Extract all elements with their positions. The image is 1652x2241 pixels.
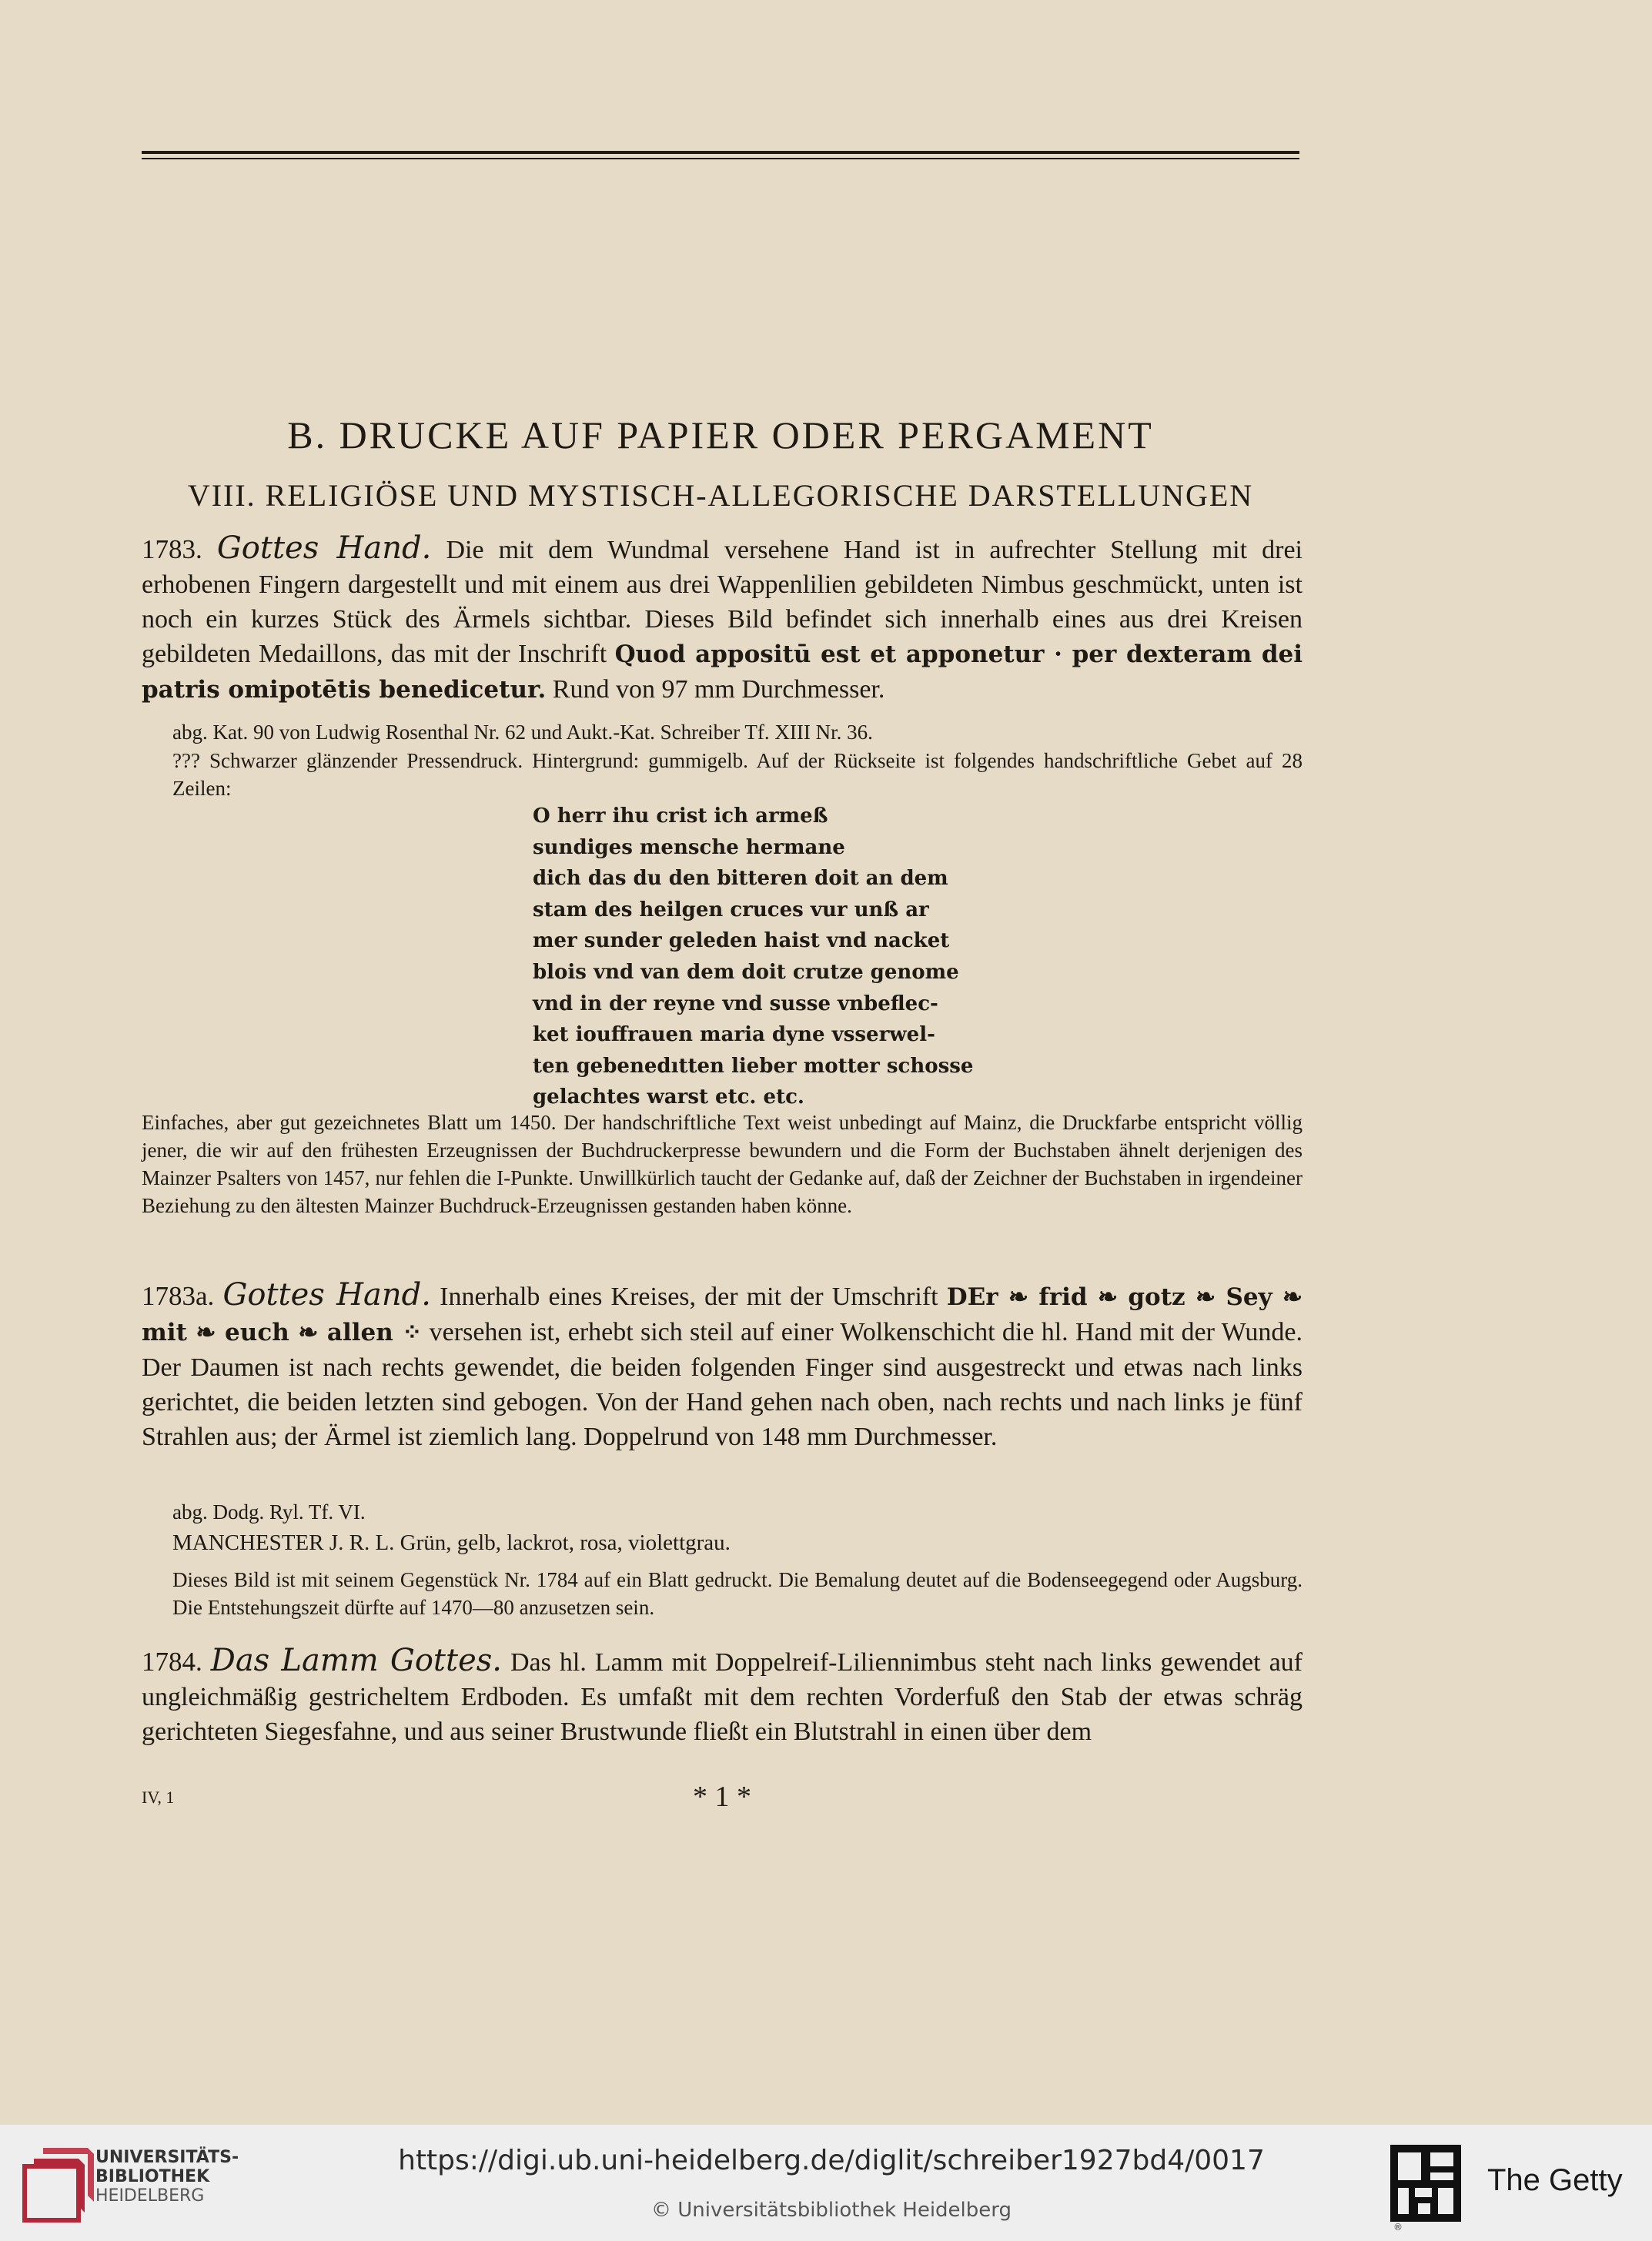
prayer-line: gelachtes warst etc. etc. <box>533 1085 804 1109</box>
entry-1783a <box>142 1278 1303 1454</box>
entry-note: Dieses Bild ist mit seinem Gegenstück Nr. 1784 auf ein Blatt gedruckt. Die Bemalung deutet auf die Bodenseegegend oder Augsburg. Die Entstehungszeit dürfte auf 1470—80 anzusetzen sein. <box>172 1568 1303 1619</box>
section-heading: B. DRUCKE AUF PAPIER ODER PERGAMENT <box>287 413 1154 457</box>
location-name: MANCHESTER <box>172 1530 324 1555</box>
entry-text: Die mit dem Wundmal versehene Hand ist in aufrechter Stellung mit drei erhobenen Fingern dargestellt und mit einem aus drei Wappenlilien gebildeten Nimbus geschmückt, unten ist noch ein kurzes Stück des Ärmels sichtbar. Dieses Bild befindet sich innerhalb eines aus drei Kreisen gebildeten Medaillons, das mit der Inschrift <box>142 536 1303 668</box>
registered-mark: ® <box>1393 2222 1403 2233</box>
permalink-url[interactable]: https://digi.ub.uni-heidelberg.de/diglit/schreiber1927bd4/0017 <box>398 2145 1265 2176</box>
entry-text-end: Rund von 97 mm Durchmesser. <box>546 675 885 704</box>
top-rule-thick <box>142 151 1299 154</box>
entry-location <box>142 1529 1303 1557</box>
entry-text: Innerhalb eines Kreises, der mit der Umschrift <box>431 1283 947 1311</box>
prayer-line: mer sunder geleden haist vnd nacket <box>533 929 950 953</box>
entry-1783 <box>142 531 1303 707</box>
entry-text-end: versehen ist, erhebt sich steil auf einer Wolkenschicht die hl. Hand mit der Wunde. Der Daumen ist nach rechts gewendet, die beiden folgenden Finger sind ausgestreckt und etwas nach links gerichtet, die beiden letzten sind gebogen. Von der Hand gehen nach oben, nach rechts und nach links je fünf Strahlen aus; der Ärmel ist ziemlich lang. Doppelrund von 148 mm Durchmesser. <box>142 1318 1303 1451</box>
prayer-line: ten gebenedıtten lieber motter schosse <box>533 1054 974 1078</box>
entry-reference: abg. Dodg. Ryl. Tf. VI. <box>172 1500 366 1524</box>
library-name-line: HEIDELBERG <box>95 2186 205 2206</box>
entry-number: 1784. <box>142 1647 202 1677</box>
blackletter-inscription: Quod appositū est et apponetur · per dexteram dei patris omipotētis benedicetur. <box>142 641 1303 704</box>
entry-number: 1783. <box>142 534 202 564</box>
entry-text: Das hl. Lamm mit Doppelreif-Liliennimbus steht nach links gewendet auf ungleichmäßig gestricheltem Erdboden. Es umfaßt mit dem rechten Vorderfuß den Stab der etwas schräg gerichteten Siegesfahne, und aus seiner Brustwunde fließt ein Blutstrahl in einen über dem <box>142 1648 1303 1746</box>
library-name-line: UNIVERSITÄTS- <box>95 2148 239 2167</box>
entry-title: Gottes Hand. <box>216 530 432 566</box>
prayer-text <box>533 801 1025 1113</box>
page-number: * 1 * <box>693 1781 751 1813</box>
entry-title: Das Lamm Gottes. <box>210 1643 502 1678</box>
entry-title: Gottes Hand. <box>222 1277 431 1313</box>
blackletter-inscription: DEr ❧ frid ❧ gotz ❧ Sey ❧ mit ❧ euch ❧ allen ⁘ <box>142 1283 1303 1346</box>
prayer-line: sundiges mensche hermane <box>533 835 845 859</box>
prayer-line: dich das du den bitteren doit an dem <box>533 867 948 891</box>
university-library-logo[interactable] <box>18 2143 99 2223</box>
top-rule-thin <box>142 158 1299 159</box>
section-subheading: VIII. RELIGIÖSE UND MYSTISCH-ALLEGORISCHE DARSTELLUNGEN <box>187 478 1254 513</box>
getty-logo-icon[interactable] <box>1390 2145 1461 2222</box>
prayer-line: vnd in der reyne vnd susse vnbeflec- <box>533 992 938 1015</box>
prayer-line: O herr ihu crist ich armeß <box>533 804 828 828</box>
library-name-line: BIBLIOTHEK <box>95 2167 210 2186</box>
entry-commentary: Einfaches, aber gut gezeichnetes Blatt um 1450. Der handschriftliche Text weist unbedingt auf Mainz, die Druckfarbe entspricht völlig jener, die wir auf den frühesten Erzeugnissen der Buchdruckerpresse bewundern und die Form der Buchstaben ähnelt derjenigen des Mainzer Psalters von 1457, nur fehlen die I-Punkte. Unwillkürlich taucht der Gedanke auf, daß der Zeichner der Buchstaben in irgendeiner Beziehung zu den ältesten Mainzer Buchdruck-Erzeugnissen gestanden haben könne. <box>142 1111 1303 1217</box>
university-library-name <box>95 2148 239 2206</box>
location-detail: J. R. L. Grün, gelb, lackrot, rosa, violettgrau. <box>323 1530 731 1555</box>
prayer-line: stam des heilgen cruces vur unß ar <box>533 898 929 921</box>
partner-name[interactable]: The Getty <box>1487 2163 1623 2197</box>
viewer-footer <box>0 2125 1652 2241</box>
entry-note: ??? Schwarzer glänzender Pressendruck. Hintergrund: gummigelb. Auf der Rückseite ist folgendes handschriftliche Gebet auf 28 Zeilen: <box>172 749 1303 800</box>
signature-mark: IV, 1 <box>142 1788 175 1807</box>
entry-number: 1783a. <box>142 1281 215 1311</box>
copyright-notice: © Universitätsbibliothek Heidelberg <box>650 2199 1012 2222</box>
entry-reference: abg. Kat. 90 von Ludwig Rosenthal Nr. 62 und Aukt.-Kat. Schreiber Tf. XIII Nr. 36. <box>172 721 873 744</box>
prayer-line: blois vnd van dem doit crutze genome <box>533 960 959 984</box>
entry-1784 <box>142 1644 1303 1749</box>
prayer-line: ket iouffrauen maria dyne vsserwel- <box>533 1023 935 1047</box>
